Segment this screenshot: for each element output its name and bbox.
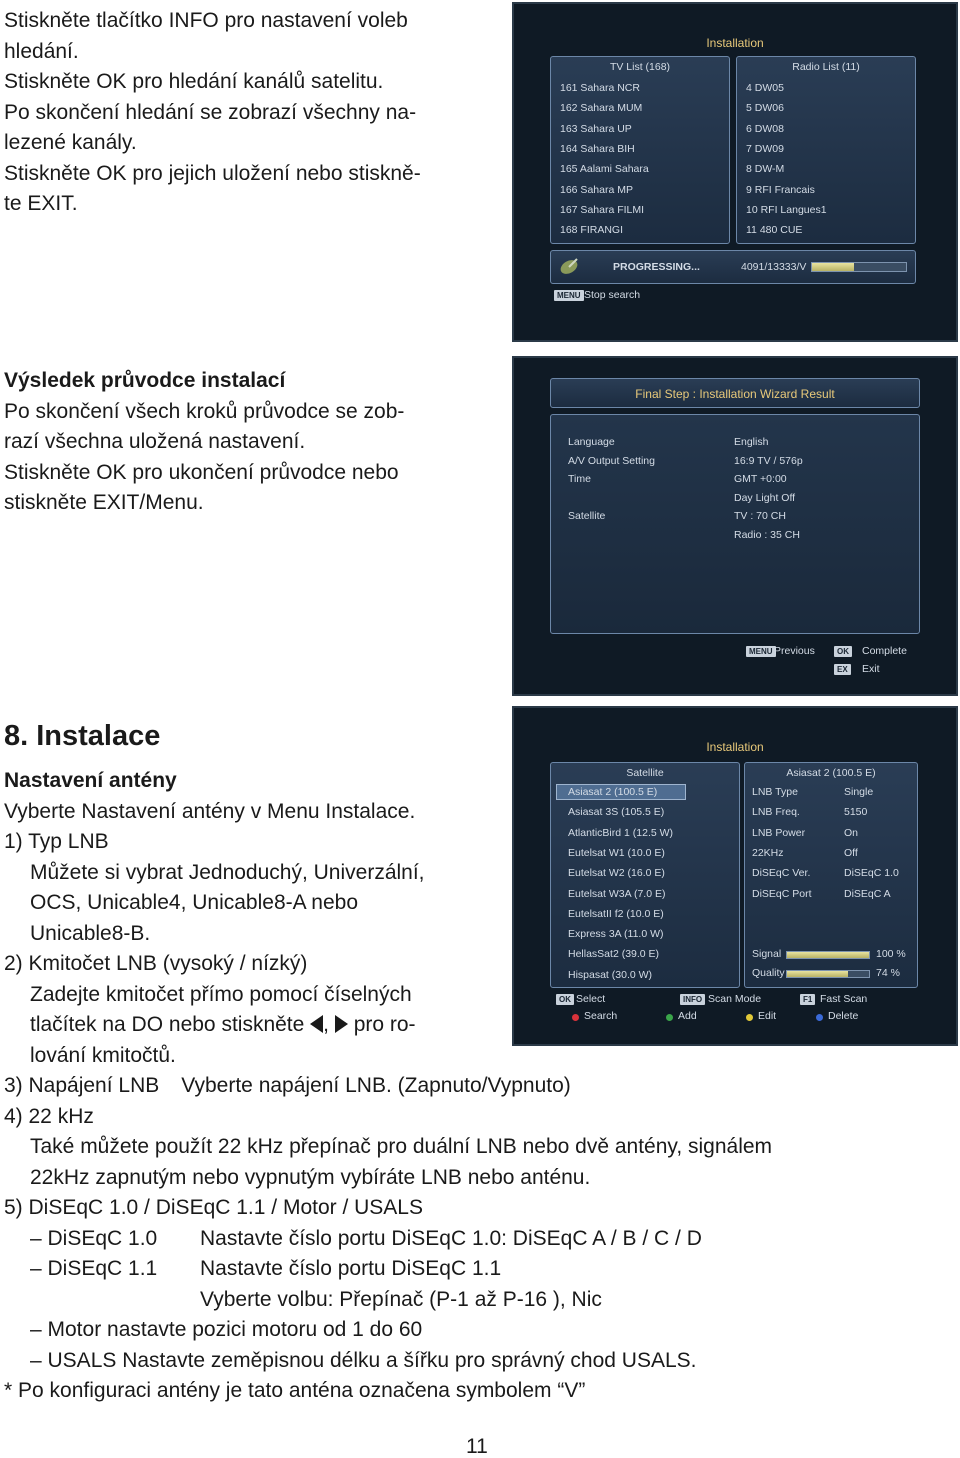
color-key-label: Delete [828,1010,859,1022]
remote-key-label: Scan Mode [708,993,762,1005]
text-line: Také můžete použít 22 kHz přepínač pro duální LNB nebo dvě antény, signálem [30,1135,773,1158]
lnb-setting-value: DiSEqC A [844,887,891,900]
text-line: Stiskněte tlačítko INFO pro nastavení voleb [4,9,408,32]
tv-channel-item: 161 Sahara NCR [560,82,640,94]
intro-text-block [4,6,421,220]
quality-bar [786,970,870,978]
antenna-setting-screenshot [512,706,958,1046]
menu-key: MENU [554,290,584,301]
text-line: hledání. [4,39,79,63]
result-row-label: A/V Output Setting [568,454,655,467]
sub-item-name: – DiSEqC 1.0 [30,1226,158,1250]
text-line: Unicable8-B. [30,921,151,945]
text-line: 1) Typ LNB [4,830,109,853]
item-text: Vyberte napájení LNB. (Zapnuto/Vypnuto) [181,1074,571,1097]
progress-value: 4091/13333/V [741,261,807,273]
color-key-label: Add [678,1010,697,1022]
remote-key-label: Exit [862,663,880,675]
remote-key: MENU [746,646,776,657]
tv-channel-item: 164 Sahara BIH [560,142,635,155]
tv-channel-item: 162 Sahara MUM [560,102,643,115]
text-line: te EXIT. [4,192,78,215]
footnote: * Po konfiguraci antény je tato anténa označena symbolem “V” [4,1379,586,1402]
wizard-result-screenshot [512,356,958,696]
text-line: Stiskněte OK pro hledání kanálů satelitu. [4,70,384,93]
lnb-setting-label: LNB Power [752,826,806,839]
text-line: Vyberte Nastavení antény v Menu Instalace. [4,799,416,823]
text-line [4,1071,772,1102]
screen-title: Final Step : Installation Wizard Result [635,387,835,401]
color-key-label: Edit [758,1010,777,1022]
remote-key-label: Select [576,993,606,1005]
text-line [4,1224,772,1255]
text-line: 22kHz zapnutým nebo vypnutým vybíráte LNB nebo anténu. [30,1165,591,1189]
tv-channel-item: 163 Sahara UP [560,122,632,135]
text-line: razí všechna uložená nastavení. [4,430,306,453]
screen-title: Installation [706,740,764,754]
radio-channel-item: 9 RFI Francais [746,183,815,196]
text-line: lezené kanály. [4,131,137,154]
sub-item-text: Nastavte číslo portu DiSEqC 1.1 [200,1257,502,1280]
lnb-setting-value: On [844,826,859,839]
lnb-setting-label: 22KHz [752,846,784,859]
remote-key: F1 [800,994,815,1005]
text-line [4,1285,772,1316]
subheading: Nastavení antény [4,769,177,792]
satellite-item: Asiasat 3S (105.5 E) [568,806,665,819]
selected-satellite-header: Asiasat 2 (100.5 E) [786,767,876,779]
text-line: Stiskněte OK pro jejich uložení nebo stiskně- [4,161,421,185]
tv-list-header: TV List (168) [609,61,671,73]
progress-label: PROGRESSING... [613,261,700,273]
satellite-list-header: Satellite [626,767,664,779]
result-row-value: 16:9 TV / 576p [734,454,803,467]
signal-bar-fill [787,952,869,958]
result-row-label: Time [568,473,591,485]
color-key-icon [666,1014,673,1021]
text-line: – USALS Nastavte zeměpisnou délku a šířku pro správný chod USALS. [30,1348,697,1372]
sub-item-text: Vyberte volbu: Přepínač (P-1 až P-16 ), Nic [200,1287,602,1311]
channel-search-screenshot [512,2,958,342]
text-line: lování kmitočtů. [30,1043,176,1067]
color-key-icon [816,1014,823,1021]
remote-key: OK [834,646,852,657]
result-title-bar [550,378,920,408]
lnb-setting-label: LNB Type [752,786,798,798]
quality-value: 74 % [876,967,900,979]
progress-panel [550,250,916,284]
lnb-setting-label: DiSEqC Ver. [752,867,811,880]
result-row-label: Satellite [568,510,606,522]
text-line: – Motor nastavte pozici motoru od 1 do 60 [30,1318,423,1341]
satellite-item: Eutelsat W1 (10.0 E) [568,846,665,859]
signal-label: Signal [752,948,782,960]
radio-channel-item: 5 DW06 [746,102,784,115]
color-key-icon [746,1014,753,1021]
section-heading: Výsledek průvodce instalací [4,369,286,392]
remote-key-label: Fast Scan [820,993,868,1005]
text-line: 2) Kmitočet LNB (vysoký / nízký) [4,952,308,975]
radio-channel-item: 4 DW05 [746,82,784,94]
satellite-item: EutelsatII f2 (10.0 E) [568,907,664,920]
lnb-setting-value: DiSEqC 1.0 [844,867,899,880]
tv-channel-item: 168 FIRANGI [560,224,624,237]
screen-title: Installation [706,36,764,50]
remote-key-label: Previous [774,645,815,657]
result-row-label: Language [568,436,615,448]
satellite-dish-icon [557,255,583,279]
remote-key: OK [556,994,574,1005]
progress-bar [811,262,907,272]
lnb-setting-label: LNB Freq. [752,806,800,819]
radio-channel-item: 6 DW08 [746,122,784,135]
satellite-item: Eutelsat W3A (7.0 E) [568,887,666,900]
progress-bar-fill [812,263,854,271]
item-label: 3) Napájení LNB [4,1074,160,1097]
signal-bar [786,951,870,959]
tv-channel-item: 166 Sahara MP [560,183,633,196]
sub-item-text: Nastavte číslo portu DiSEqC 1.0: DiSEqC A / B / C / D [200,1226,702,1250]
color-key-label: Search [584,1010,618,1022]
result-row-value: GMT +0:00 [734,473,787,485]
arrow-left-icon [310,1015,323,1033]
satellite-item: Eutelsat W2 (16.0 E) [568,867,665,880]
text-line: Stiskněte OK pro ukončení průvodce nebo [4,460,399,484]
text-line [4,1254,772,1285]
signal-value: 100 % [876,948,906,960]
text-line: 5) DiSEqC 1.0 / DiSEqC 1.1 / Motor / USALS [4,1196,423,1219]
sub-item-name: – DiSEqC 1.1 [30,1257,158,1280]
chapter-heading: 8. Instalace [4,720,161,752]
lnb-setting-value: Single [844,786,874,798]
remote-key-label: Complete [862,645,907,657]
radio-list-header: Radio List (11) [792,61,860,73]
text-line: Po skončení hledání se zobrazí všechny na- [4,100,417,124]
tv-channel-item: 165 Aalami Sahara [560,163,649,176]
result-row-value: Day Light Off [734,491,796,504]
result-row-value: TV : 70 CH [734,510,786,522]
radio-channel-item: 7 DW09 [746,142,784,155]
result-row-value: English [734,436,769,448]
remote-key: INFO [680,994,705,1005]
lnb-setting-value: Off [844,846,858,859]
satellite-item: Asiasat 2 (100.5 E) [568,786,658,798]
text-line: Zadejte kmitočet přímo pomocí číselných [30,982,412,1006]
radio-channel-item: 11 480 CUE [746,224,803,237]
lnb-setting-value: 5150 [844,806,868,819]
wizard-result-text-block [4,366,404,519]
color-key-icon [572,1014,579,1021]
text-fragment: tlačítek na DO nebo stiskněte [30,1013,305,1036]
satellite-item: Express 3A (11.0 W) [568,928,664,941]
result-row-value: Radio : 35 CH [734,528,800,541]
text-fragment: , [323,1013,329,1036]
text-line: 4) 22 kHz [4,1104,94,1128]
text-line: Po skončení všech kroků průvodce se zob- [4,399,405,423]
text-line: OCS, Unicable4, Unicable8-A nebo [30,891,359,914]
remote-key: EX [834,664,851,675]
text-line: Můžete si vybrat Jednoduchý, Univerzální, [30,860,425,884]
text-line: stiskněte EXIT/Menu. [4,491,204,514]
satellite-item: HellasSat2 (39.0 E) [568,948,660,961]
radio-channel-item: 8 DW-M [746,163,785,176]
satellite-item: AtlanticBird 1 (12.5 W) [568,826,674,839]
page-number: 11 [466,1435,488,1458]
quality-bar-fill [787,971,848,977]
stop-search-label: Stop search [584,289,641,301]
lnb-setting-label: DiSEqC Port [752,887,812,900]
radio-channel-item: 10 RFI Langues1 [746,203,827,216]
satellite-item: Hispasat (30.0 W) [568,968,653,981]
quality-label: Quality [752,967,785,979]
tv-channel-item: 167 Sahara FILMI [560,203,645,216]
text-fragment: pro ro- [353,1013,416,1036]
arrow-right-icon [335,1015,348,1033]
